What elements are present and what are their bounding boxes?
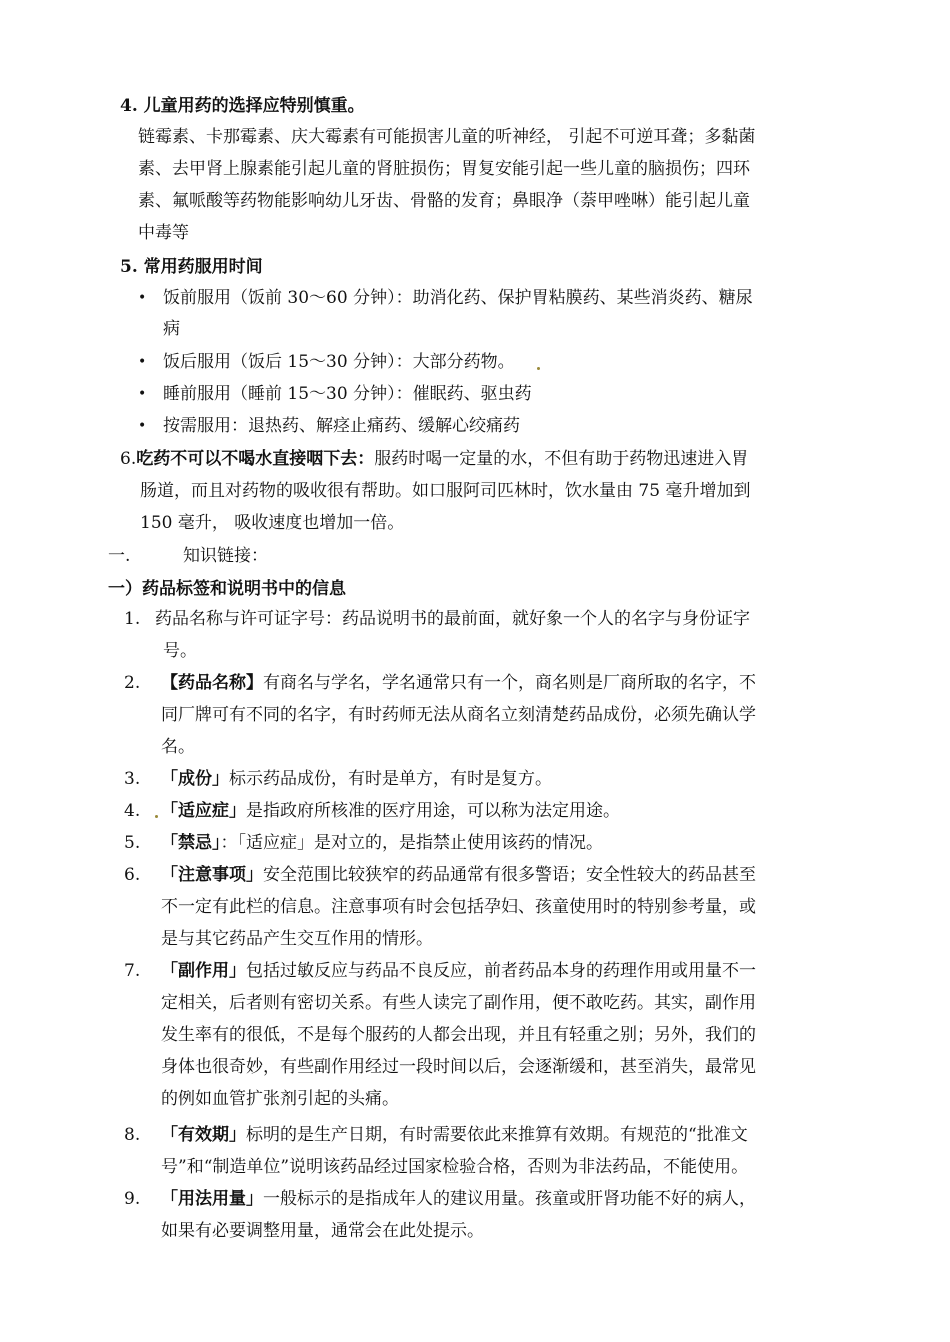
list-item-line: 是与其它药品产生交互作用的情形。 xyxy=(161,929,433,949)
section-4-line-4: 中毒等 xyxy=(138,223,189,243)
list-item-first-line xyxy=(161,832,603,854)
list-item-title: 「副作用」 xyxy=(161,961,246,981)
bullet-icon: • xyxy=(138,386,147,402)
list-item-first-line xyxy=(161,672,756,694)
knowledge-number: 一. xyxy=(108,546,131,566)
list-item-number: 8. xyxy=(124,1125,141,1145)
timing-item-3: 睡前服用（睡前 15～30 分钟）：催眠药、驱虫药 xyxy=(163,384,532,404)
list-item-line: 号。 xyxy=(163,641,197,661)
list-item-first-line xyxy=(161,800,620,822)
list-item-line: 发生率有的很低，不是每个服药的人都会出现，并且有轻重之别；另外，我们的 xyxy=(161,1025,756,1045)
section-4-line-3: 素、氟哌酸等药物能影响幼儿牙齿、骨骼的发育；鼻眼净（萘甲唑啉）能引起儿童 xyxy=(138,191,750,211)
list-item-line: 身体也很奇妙，有些副作用经过一段时间以后，会逐渐缓和，甚至消失，最常见 xyxy=(161,1057,756,1077)
list-item-number: 3. xyxy=(124,769,141,789)
timing-item-1-line-1: 饭前服用（饭前 30～60 分钟）：助消化药、保护胃粘膜药、某些消炎药、糖尿 xyxy=(163,288,753,308)
list-item-title: 「注意事项」 xyxy=(161,865,263,885)
section-6-text: 服药时喝一定量的水，不但有助于药物迅速进入胃 xyxy=(374,449,749,469)
timing-item-1-line-2: 病 xyxy=(163,319,180,339)
list-item-number: 6. xyxy=(124,865,141,885)
subsection-1-title: 一）药品标签和说明书中的信息 xyxy=(108,579,346,599)
section-6-number: 6. xyxy=(120,449,137,469)
list-item-number: 9. xyxy=(124,1189,141,1209)
list-item-first-line xyxy=(161,960,756,982)
list-item-line: 名。 xyxy=(161,737,195,757)
section-4-title: 4. 儿童用药的选择应特别慎重。 xyxy=(120,96,365,116)
list-item-line: 如果有必要调整用量，通常会在此处提示。 xyxy=(161,1221,484,1241)
list-item-text: 安全范围比较狭窄的药品通常有很多警语；安全性较大的药品甚至 xyxy=(263,865,756,885)
list-item-number: 7. xyxy=(124,961,141,981)
list-item-text: 标示药品成份，有时是单方，有时是复方。 xyxy=(229,769,552,789)
list-item-title: 「用法用量」 xyxy=(161,1189,263,1209)
list-item-line: 药品名称与许可证字号：药品说明书的最前面，就好象一个人的名字与身份证字 xyxy=(155,609,750,629)
section-6-title: 吃药不可以不喝水直接咽下去： xyxy=(136,449,375,469)
list-item-first-line xyxy=(161,1188,756,1210)
list-item-number: 5. xyxy=(124,833,141,853)
list-item-line: 号”和“制造单位”说明该药品经过国家检验合格，否则为非法药品，不能使用。 xyxy=(161,1157,749,1177)
list-item-text: 标明的是生产日期，有时需要依此来推算有效期。有规范的“批准文 xyxy=(246,1125,748,1145)
timing-item-4: 按需服用：退热药、解痉止痛药、缓解心绞痛药 xyxy=(163,416,520,436)
section-6-line-2: 肠道，而且对药物的吸收很有帮助。如口服阿司匹林时，饮水量由 75 毫升增加到 xyxy=(140,481,751,501)
list-item-text: 包括过敏反应与药品不良反应，前者药品本身的药理作用或用量不一 xyxy=(246,961,756,981)
knowledge-label: 知识链接： xyxy=(183,546,268,566)
list-item-first-line xyxy=(161,768,552,790)
section-4-line-1: 链霉素、卡那霉素、庆大霉素有可能损害儿童的听神经， 引起不可逆耳聋；多黏菌 xyxy=(138,127,756,147)
list-item-first-line xyxy=(161,1124,748,1146)
list-item-title: 【药品名称】 xyxy=(161,673,263,693)
bullet-icon: • xyxy=(138,418,147,434)
list-item-text: ：「适应症」是对立的，是指禁止使用该药的情况。 xyxy=(220,833,603,853)
list-item-text: 一般标示的是指成年人的建议用量。孩童或肝肾功能不好的病人， xyxy=(263,1189,756,1209)
list-item-first-line xyxy=(161,864,756,886)
list-item-title: 「有效期」 xyxy=(161,1125,246,1145)
list-item-number: 4. xyxy=(124,801,141,821)
list-item-title: 「成份」 xyxy=(161,769,229,789)
list-item-text: 是指政府所核准的医疗用途，可以称为法定用途。 xyxy=(246,801,620,821)
bullet-icon: • xyxy=(138,354,147,370)
list-item-line: 不一定有此栏的信息。注意事项有时会包括孕妇、孩童使用时的特别参考量，或 xyxy=(161,897,756,917)
list-item-number: 1. xyxy=(124,609,141,629)
section-6-line-3: 150 毫升， 吸收速度也增加一倍。 xyxy=(140,513,405,533)
section-5-title: 5. 常用药服用时间 xyxy=(120,257,263,277)
section-4-line-2: 素、去甲肾上腺素能引起儿童的肾脏损伤；胃复安能引起一些儿童的脑损伤；四环 xyxy=(138,159,750,179)
list-item-text: 有商名与学名，学名通常只有一个，商名则是厂商所取的名字，不 xyxy=(263,673,756,693)
section-6-first-line xyxy=(120,448,748,470)
timing-item-2: 饭后服用（饭后 15～30 分钟）：大部分药物。 xyxy=(163,352,515,372)
list-item-line: 定相关，后者则有密切关系。有些人读完了副作用，便不敢吃药。其实，副作用 xyxy=(161,993,756,1013)
list-item-title: 「禁忌」 xyxy=(161,833,221,853)
small-mark xyxy=(537,367,540,370)
list-item-number: 2. xyxy=(124,673,141,693)
list-item-title: 「适应症」 xyxy=(161,801,246,821)
list-item-line: 的例如血管扩张剂引起的头痛。 xyxy=(161,1089,399,1109)
bullet-icon: • xyxy=(138,290,147,306)
small-mark xyxy=(155,815,158,818)
list-item-line: 同厂牌可有不同的名字，有时药师无法从商名立刻清楚药品成份，必须先确认学 xyxy=(161,705,756,725)
